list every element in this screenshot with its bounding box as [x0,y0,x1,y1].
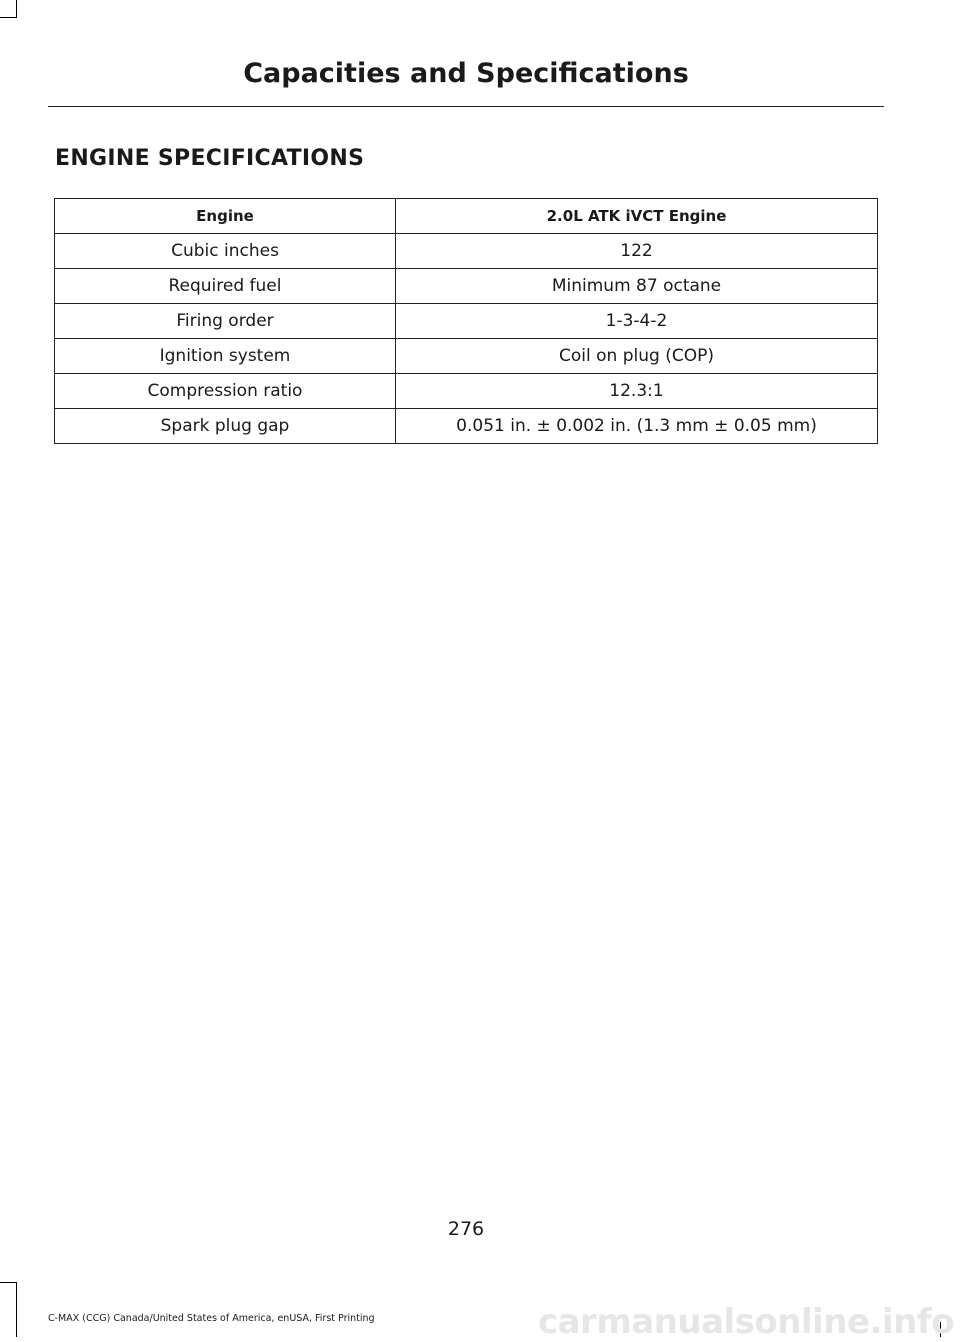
header-divider [48,106,884,107]
column-header-engine-type: 2.0L ATK iVCT Engine [396,199,878,234]
section-title: ENGINE SPECIFICATIONS [55,146,365,171]
crop-mark-bottom-left-horizontal [0,1282,16,1283]
page-number: 276 [447,1218,485,1240]
spec-value: 12.3:1 [396,374,878,409]
spec-value: 0.051 in. ± 0.002 in. (1.3 mm ± 0.05 mm) [396,409,878,444]
spec-label: Firing order [55,304,396,339]
edition-footer: C-MAX (CCG) Canada/United States of America, enUSA, First Printing [48,1313,375,1324]
spec-value: 122 [396,234,878,269]
table-header-row [55,199,878,234]
spec-value: 1-3-4-2 [396,304,878,339]
spec-label: Ignition system [55,339,396,374]
spec-label: Compression ratio [55,374,396,409]
watermark-text: carmanualsonline.info [537,1302,954,1342]
table-row [55,304,878,339]
spec-value: Minimum 87 octane [396,269,878,304]
table-row [55,234,878,269]
table-row [55,269,878,304]
crop-mark-bottom-left-vertical [16,1282,17,1337]
table-row [55,409,878,444]
spec-label: Spark plug gap [55,409,396,444]
spec-value: Coil on plug (COP) [396,339,878,374]
engine-specifications-table [54,198,878,444]
spec-label: Required fuel [55,269,396,304]
page-header-title: Capacities and Specifications [243,58,689,89]
crop-mark-top-left-vertical [16,0,17,18]
spec-label: Cubic inches [55,234,396,269]
table-row [55,374,878,409]
table-row [55,339,878,374]
column-header-engine: Engine [55,199,396,234]
crop-mark-top-left-horizontal [0,17,17,18]
